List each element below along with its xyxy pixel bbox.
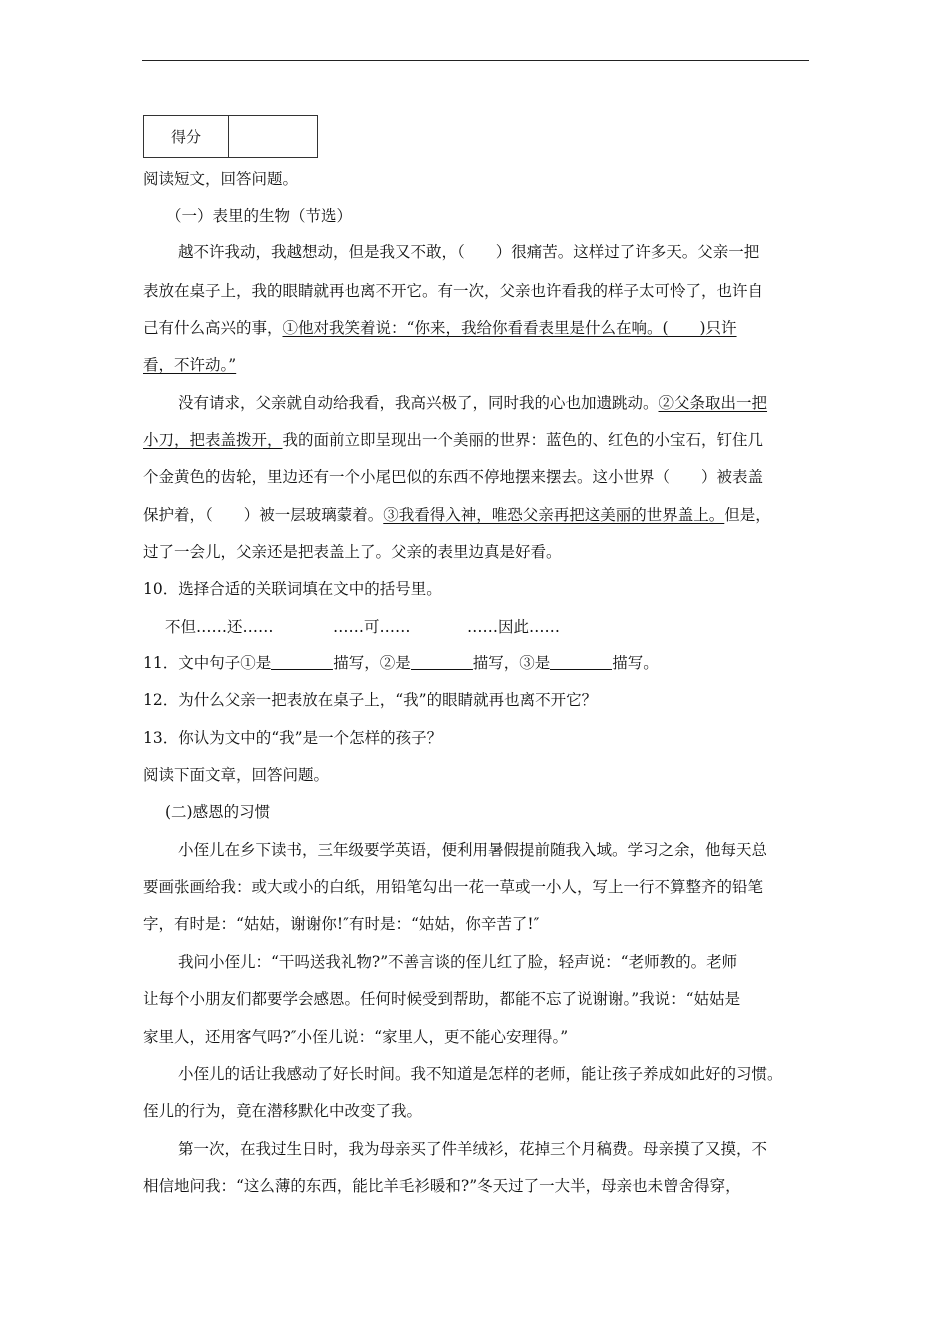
passage-2-line: 第一次，在我过生日时，我为母亲买了件羊绒衫，花掉三个月稿费。母亲摸了又摸，不 — [178, 1140, 768, 1158]
passage-2-line: 要画张画给我：或大或小的白纸，用铅笔勾出一花一草或一小人，写上一行不算整齐的铅笔 — [143, 878, 764, 896]
passage-2-line: 家里人，还用客气吗?″小侄儿说：“家里人，更不能心安理得。” — [143, 1028, 569, 1046]
sentence-2-underlined-end: 小刀，把表盖拨开， — [143, 431, 283, 449]
sentence-2-underlined: ②父条取出一把 — [658, 394, 768, 412]
passage-1-line — [143, 505, 771, 525]
score-value-cell — [229, 116, 318, 158]
passage-2-line: 我问小侄儿：“干吗送我礼物?”不善言谈的侄儿红了脸，轻声说：“老师教的。老师 — [178, 953, 738, 971]
instruction-2: 阅读下面文章，回答问题。 — [143, 766, 330, 784]
passage-1-line — [143, 430, 763, 450]
text-run: 但是， — [724, 506, 771, 524]
passage-2-title: (二)感恩的习惯 — [165, 803, 271, 821]
question-text: 11．文中句子①是 — [143, 654, 272, 672]
question-text: 描写，②是 — [333, 654, 411, 672]
passage-1-line: 个金黄色的齿轮，里边还有一个小尾巴似的东西不停地摆来摆去。这小世界（ ）被表盖 — [143, 468, 764, 486]
passage-2-line: 相信地问我：“这么薄的东西，能比羊毛衫暖和?”冬天过了一大半，母亲也未曾舍得穿， — [143, 1177, 741, 1195]
passage-1-line: 过了一会儿，父亲还是把表盖上了。父亲的表里边真是好看。 — [143, 543, 562, 561]
text-run: 己有什么高兴的事， — [143, 319, 283, 337]
conjunction-option: 不但……还…… — [165, 618, 274, 636]
passage-1-title: （一）表里的生物（节选） — [166, 207, 353, 225]
passage-1-line — [178, 393, 767, 413]
question-13: 13．你认为文中的“我”是一个怎样的孩子？ — [143, 729, 443, 747]
question-11 — [143, 653, 659, 673]
sentence-1-underlined-end: 看，不许动。” — [143, 356, 237, 374]
passage-2-line: 让每个小朋友们都要学会感恩。任何时候受到帮助，都能不忘了说谢谢。”我说：“姑姑是 — [143, 990, 741, 1008]
conjunction-option: ……因此…… — [467, 618, 561, 636]
conjunction-option: ……可…… — [333, 618, 411, 636]
question-text: 描写。 — [612, 654, 659, 672]
question-10: 10．选择合适的关联词填在文中的括号里。 — [143, 580, 442, 598]
question-12: 12．为什么父亲一把表放在桌子上，“我”的眼睛就再也离不开它？ — [143, 691, 598, 709]
passage-2-line: 小侄儿在乡下读书，三年级要学英语，便利用暑假提前随我入域。学习之余，他每天总 — [178, 841, 768, 859]
sentence-1-underlined: ①他对我笑着说：“你来，我给你看看表里是什么在响。( )只许 — [282, 319, 737, 337]
instruction-1: 阅读短文，回答问题。 — [143, 170, 299, 188]
score-box — [143, 115, 318, 158]
text-run: 保护着，（ ）被一层玻璃蒙着。 — [143, 506, 384, 524]
passage-2-line: 小侄儿的话让我感动了好长时间。我不知道是怎样的老师，能让孩子养成如此好的习惯。 — [178, 1065, 783, 1083]
answer-blank[interactable] — [550, 654, 612, 671]
passage-1-line: 越不许我动，我越想动，但是我又不敢，（ ）很痛苦。这样过了许多天。父亲一把 — [178, 243, 760, 261]
passage-1-line — [143, 318, 737, 338]
answer-blank[interactable] — [271, 654, 333, 671]
passage-2-line: 侄儿的行为，竟在潜移默化中改变了我。 — [143, 1102, 423, 1120]
header-rule — [142, 60, 809, 61]
answer-blank[interactable] — [411, 654, 473, 671]
text-run: 没有请求，父亲就自动给我看，我高兴极了，同时我的心也加遗跳动。 — [178, 394, 659, 412]
sentence-3-underlined: ③我看得入神，唯恐父亲再把这美丽的世界盖上。 — [383, 506, 725, 524]
question-text: 描写，③是 — [472, 654, 551, 672]
passage-1-line: 表放在桌子上，我的眼睛就再也离不开它。有一次，父亲也许看我的样子太可怜了，也许自 — [143, 282, 764, 300]
score-label: 得分 — [144, 116, 229, 158]
text-run: 我的面前立即呈现出一个美丽的世界：蓝色的、红色的小宝石，钉住几 — [282, 431, 764, 449]
passage-2-line: 字，有时是：“姑姑，谢谢你!″有时是：“姑姑，你辛苦了!″ — [143, 915, 540, 933]
